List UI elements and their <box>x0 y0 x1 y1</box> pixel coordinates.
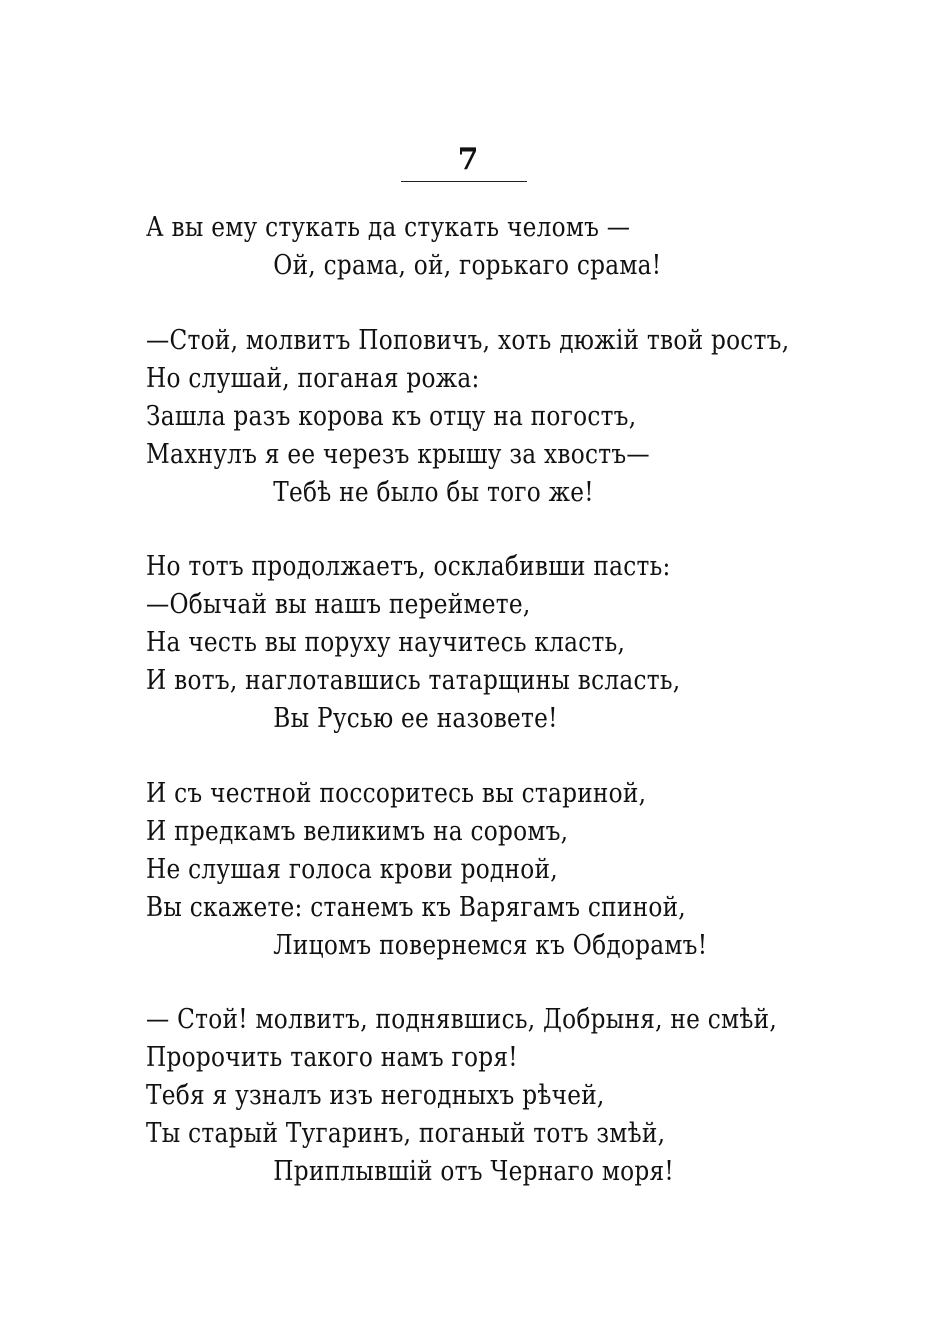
poem-line: И вотъ, наглотавшись татарщины всласть, <box>146 665 681 696</box>
page-number: 7 <box>457 142 479 177</box>
poem-line: — Стой! молвитъ, поднявшись, Добрыня, не смѣй, <box>146 1004 777 1035</box>
poem-line: Тебя я узналъ изъ негодныхъ рѣчей, <box>146 1080 605 1111</box>
stanza-4 <box>146 775 782 965</box>
poem-line: Но тотъ продолжаетъ, осклабивши пасть: <box>146 551 671 582</box>
poem-line: —Обычай вы нашъ переймете, <box>146 589 531 620</box>
page-number-rule <box>401 181 527 182</box>
poem-line: Но слушай, поганая рожа: <box>146 362 480 394</box>
poem-line-indented: Вы Русью ее назовете! <box>273 703 558 734</box>
poem-line-indented: Ой, срама, ой, горькаго срама! <box>273 250 662 281</box>
stanza-1 <box>146 209 782 285</box>
poem-line: И съ честной поссоритесь вы стариной, <box>146 777 647 809</box>
stanza-2 <box>146 322 790 512</box>
poem-line: На честь вы поруху научитесь класть, <box>146 627 626 658</box>
poem-line: И предкамъ великимъ на соромъ, <box>146 815 569 847</box>
poem-line-indented: Приплывшій отъ Чернаго моря! <box>273 1156 675 1187</box>
poem-line: Не слушая голоса крови родной, <box>146 853 558 885</box>
poem-line-indented: Тебѣ не было бы того же! <box>273 476 594 508</box>
stanza-3 <box>146 548 782 738</box>
poem-line: Махнулъ я ее черезъ крышу за хвостъ— <box>146 438 650 470</box>
poem-line: А вы ему стукать да стукать челомъ — <box>146 212 631 243</box>
stanza-5 <box>146 1001 782 1191</box>
poem-line-indented: Лицомъ повернемся къ Обдорамъ! <box>273 929 708 961</box>
poem-line: Зашла разъ корова къ отцу на погостъ, <box>146 400 637 432</box>
poem-body <box>146 209 790 1228</box>
poem-line: Ты старый Тугаринъ, поганый тотъ змѣй, <box>146 1118 666 1149</box>
poem-line: Пророчить такого намъ горя! <box>146 1042 518 1073</box>
poem-line: Вы скажете: станемъ къ Варягамъ спиной, <box>146 891 686 923</box>
poem-line: —Стой, молвитъ Поповичъ, хоть дюжій твой ростъ, <box>146 324 790 356</box>
